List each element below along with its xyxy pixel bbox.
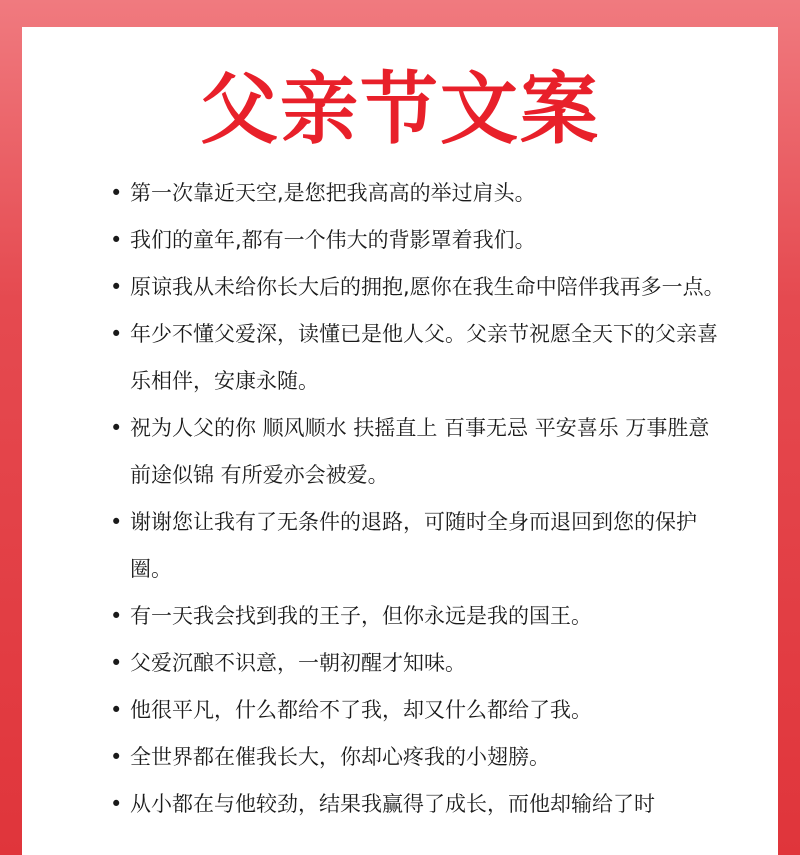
page-title: 父亲节文案 — [199, 65, 600, 155]
list-item — [22, 264, 730, 311]
bullet: • — [110, 792, 123, 816]
bullet: • — [110, 416, 123, 440]
list-item — [22, 499, 730, 593]
list-item-text: 全世界都在催我长大，你却心疼我的小翅膀。 — [130, 745, 550, 769]
bullet: • — [110, 228, 123, 252]
list-item-text: 我们的童年,都有一个伟大的背影罩着我们。 — [130, 228, 536, 252]
list-item — [22, 405, 730, 499]
list-item-text: 第一次靠近天空,是您把我高高的举过肩头。 — [130, 181, 536, 205]
list-item — [22, 593, 730, 640]
list-item — [22, 734, 730, 781]
list-item-text: 父爱沉酿不识意，一朝初醒才知味。 — [130, 651, 466, 675]
bullet: • — [110, 510, 123, 534]
list-item — [22, 311, 730, 405]
list-item-text: 祝为人父的你 顺风顺水 扶摇直上 百事无忌 平安喜乐 万事胜意 前途似锦 有所爱亦会被爱。 — [130, 416, 710, 487]
list-item-text: 谢谢您让我有了无条件的退路，可随时全身而退回到您的保护圈。 — [130, 510, 697, 581]
list-item — [22, 640, 730, 687]
bullet: • — [110, 745, 123, 769]
list-item — [22, 217, 730, 264]
bullet: • — [110, 322, 123, 346]
list-item-text: 他很平凡，什么都给不了我，却又什么都给了我。 — [130, 698, 592, 722]
bullet: • — [110, 604, 123, 628]
bullet: • — [110, 698, 123, 722]
bullet: • — [110, 651, 123, 675]
bullet: • — [110, 181, 123, 205]
list-item-text: 年少不懂父爱深，读懂已是他人父。父亲节祝愿全天下的父亲喜乐相伴，安康永随。 — [130, 322, 718, 393]
bullet: • — [110, 275, 123, 299]
list-item-text: 原谅我从未给你长大后的拥抱,愿你在我生命中陪伴我再多一点。 — [130, 275, 725, 299]
list-item-text: 有一天我会找到我的王子，但你永远是我的国王。 — [130, 604, 592, 628]
list-item — [22, 170, 730, 217]
list-item — [22, 781, 730, 828]
content-card — [22, 27, 778, 855]
list-item — [22, 687, 730, 734]
quote-list — [22, 170, 730, 828]
list-item-text: 从小都在与他较劲，结果我赢得了成长，而他却输给了时 — [130, 792, 655, 816]
